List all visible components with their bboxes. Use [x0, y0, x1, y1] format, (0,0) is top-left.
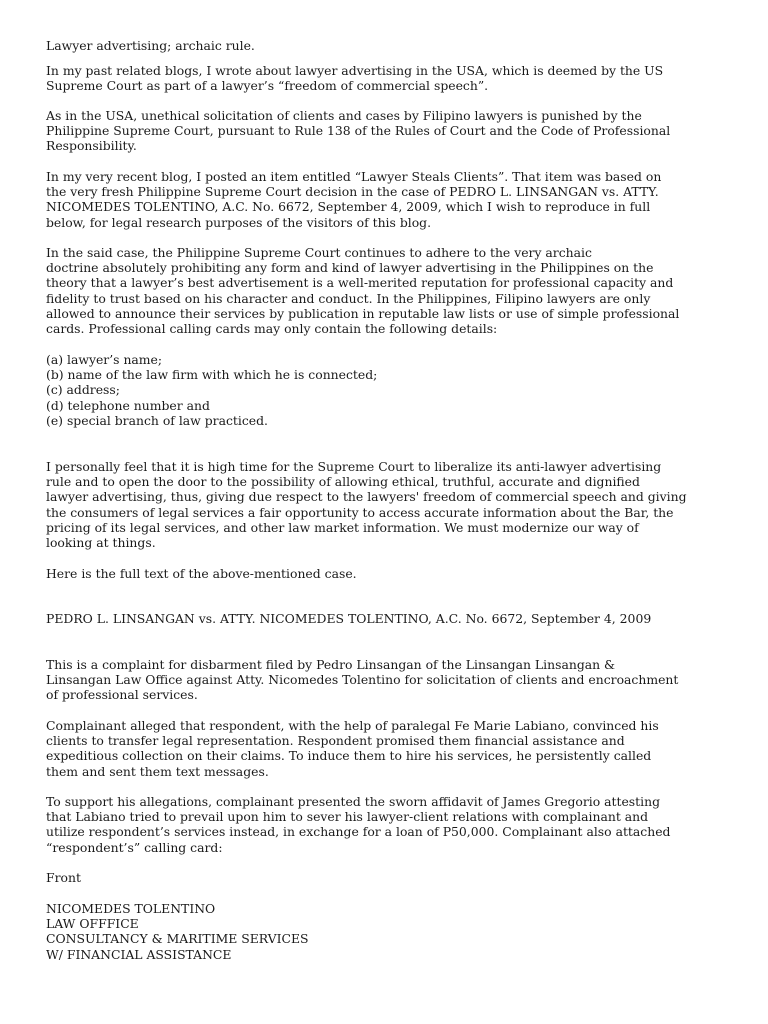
paragraph-5	[46, 459, 736, 550]
text-line: cards. Professional calling cards may only contain the following details:	[46, 321, 498, 337]
text-line: This is a complaint for disbarment filed by Pedro Linsangan of the Linsangan Linsangan &	[46, 657, 616, 672]
text-line: rule and to open the door to the possibility of allowing ethical, truthful, accurate and dignified	[46, 474, 640, 490]
paragraph-2	[46, 108, 736, 154]
paragraph-9	[46, 794, 736, 855]
text-line: pricing of its legal services, and other law market information. We must modernize our way of	[46, 519, 639, 535]
text-line: below, for legal research purposes of the visitors of this blog.	[46, 214, 432, 230]
text-line: lawyer advertising, thus, giving due respect to the lawyers' freedom of commercial speech and giving	[46, 489, 687, 505]
text-line: of professional services.	[46, 687, 198, 703]
paragraph-6	[46, 566, 736, 581]
card-line: LAW OFFFICE	[46, 916, 139, 932]
text-line: clients to transfer legal representation. Respondent promised them financial assistance and	[46, 733, 625, 749]
card-line: W/ FINANCIAL ASSISTANCE	[46, 946, 232, 962]
case-title-line: PEDRO L. LINSANGAN vs. ATTY. NICOMEDES TOLENTINO, A.C. No. 6672, September 4, 2009	[46, 611, 652, 626]
paragraph-3	[46, 169, 736, 230]
paragraph-4	[46, 245, 736, 336]
paragraph-1	[46, 63, 736, 93]
text-line: utilize respondent’s services instead, in exchange for a loan of P50,000. Complainant also attached	[46, 824, 671, 840]
calling-card-text	[46, 901, 736, 962]
text-line: the very fresh Philippine Supreme Court decision in the case of PEDRO L. LINSANGAN vs. ATTY.	[46, 184, 659, 200]
list-item: (c) address;	[46, 382, 120, 398]
text-line: them and sent them text messages.	[46, 763, 269, 779]
case-title	[46, 611, 736, 626]
list-item: (a) lawyer’s name;	[46, 352, 163, 367]
text-line: allowed to announce their services by publication in reputable law lists or use of simple professional	[46, 305, 680, 321]
details-list	[46, 352, 736, 428]
text-line: Philippine Supreme Court, pursuant to Rule 138 of the Rules of Court and the Code of Professional	[46, 123, 671, 139]
text-line: Responsibility.	[46, 138, 137, 154]
list-item: (e) special branch of law practiced.	[46, 412, 268, 428]
text-line: “respondent’s” calling card:	[46, 839, 223, 855]
text-line: Here is the full text of the above-mentioned case.	[46, 566, 357, 581]
card-line: NICOMEDES TOLENTINO	[46, 901, 216, 916]
text-line: expeditious collection on their claims. To induce them to hire his services, he persistently called	[46, 748, 652, 764]
text-line: In my very recent blog, I posted an item entitled “Lawyer Steals Clients”. That item was based on	[46, 169, 662, 184]
text-line: the consumers of legal services a fair opportunity to access accurate information about the Bar, the	[46, 504, 674, 520]
text-line: I personally feel that it is high time for the Supreme Court to liberalize its anti-lawyer advertising	[46, 459, 662, 474]
list-item: (d) telephone number and	[46, 397, 210, 413]
card-line: CONSULTANCY & MARITIME SERVICES	[46, 931, 309, 947]
heading-line: Lawyer advertising; archaic rule.	[46, 38, 255, 53]
list-item: (b) name of the law firm with which he is connected;	[46, 367, 378, 383]
text-line: NICOMEDES TOLENTINO, A.C. No. 6672, September 4, 2009, which I wish to reproduce in full	[46, 199, 651, 215]
paragraph-7	[46, 657, 736, 703]
text-line: looking at things.	[46, 535, 156, 551]
text-line: In my past related blogs, I wrote about lawyer advertising in the USA, which is deemed by the US	[46, 63, 664, 78]
front-label	[46, 870, 736, 885]
text-line: fidelity to trust based on his character and conduct. In the Philippines, Filipino lawyers are only	[46, 290, 651, 306]
text-line: Complainant alleged that respondent, with the help of paralegal Fe Marie Labiano, convinced his	[46, 718, 659, 733]
text-line: As in the USA, unethical solicitation of clients and cases by Filipino lawyers is punished by the	[46, 108, 642, 123]
text-line: that Labiano tried to prevail upon him to sever his lawyer-client relations with complainant and	[46, 809, 649, 825]
text-line: In the said case, the Philippine Supreme Court continues to adhere to the very archaic	[46, 245, 592, 260]
paragraph-8	[46, 718, 736, 779]
text-line: theory that a lawyer’s best advertisement is a well-merited reputation for professional capacity and	[46, 275, 674, 291]
text-line: Supreme Court as part of a lawyer’s “freedom of commercial speech”.	[46, 78, 489, 94]
text-line: Linsangan Law Office against Atty. Nicomedes Tolentino for solicitation of clients and encroachment	[46, 672, 679, 688]
text-line: To support his allegations, complainant presented the sworn affidavit of James Gregorio attesting	[46, 794, 661, 809]
front-label-line: Front	[46, 870, 81, 885]
document-heading	[46, 38, 736, 53]
text-line: doctrine absolutely prohibiting any form and kind of lawyer advertising in the Philippines on the	[46, 260, 654, 276]
